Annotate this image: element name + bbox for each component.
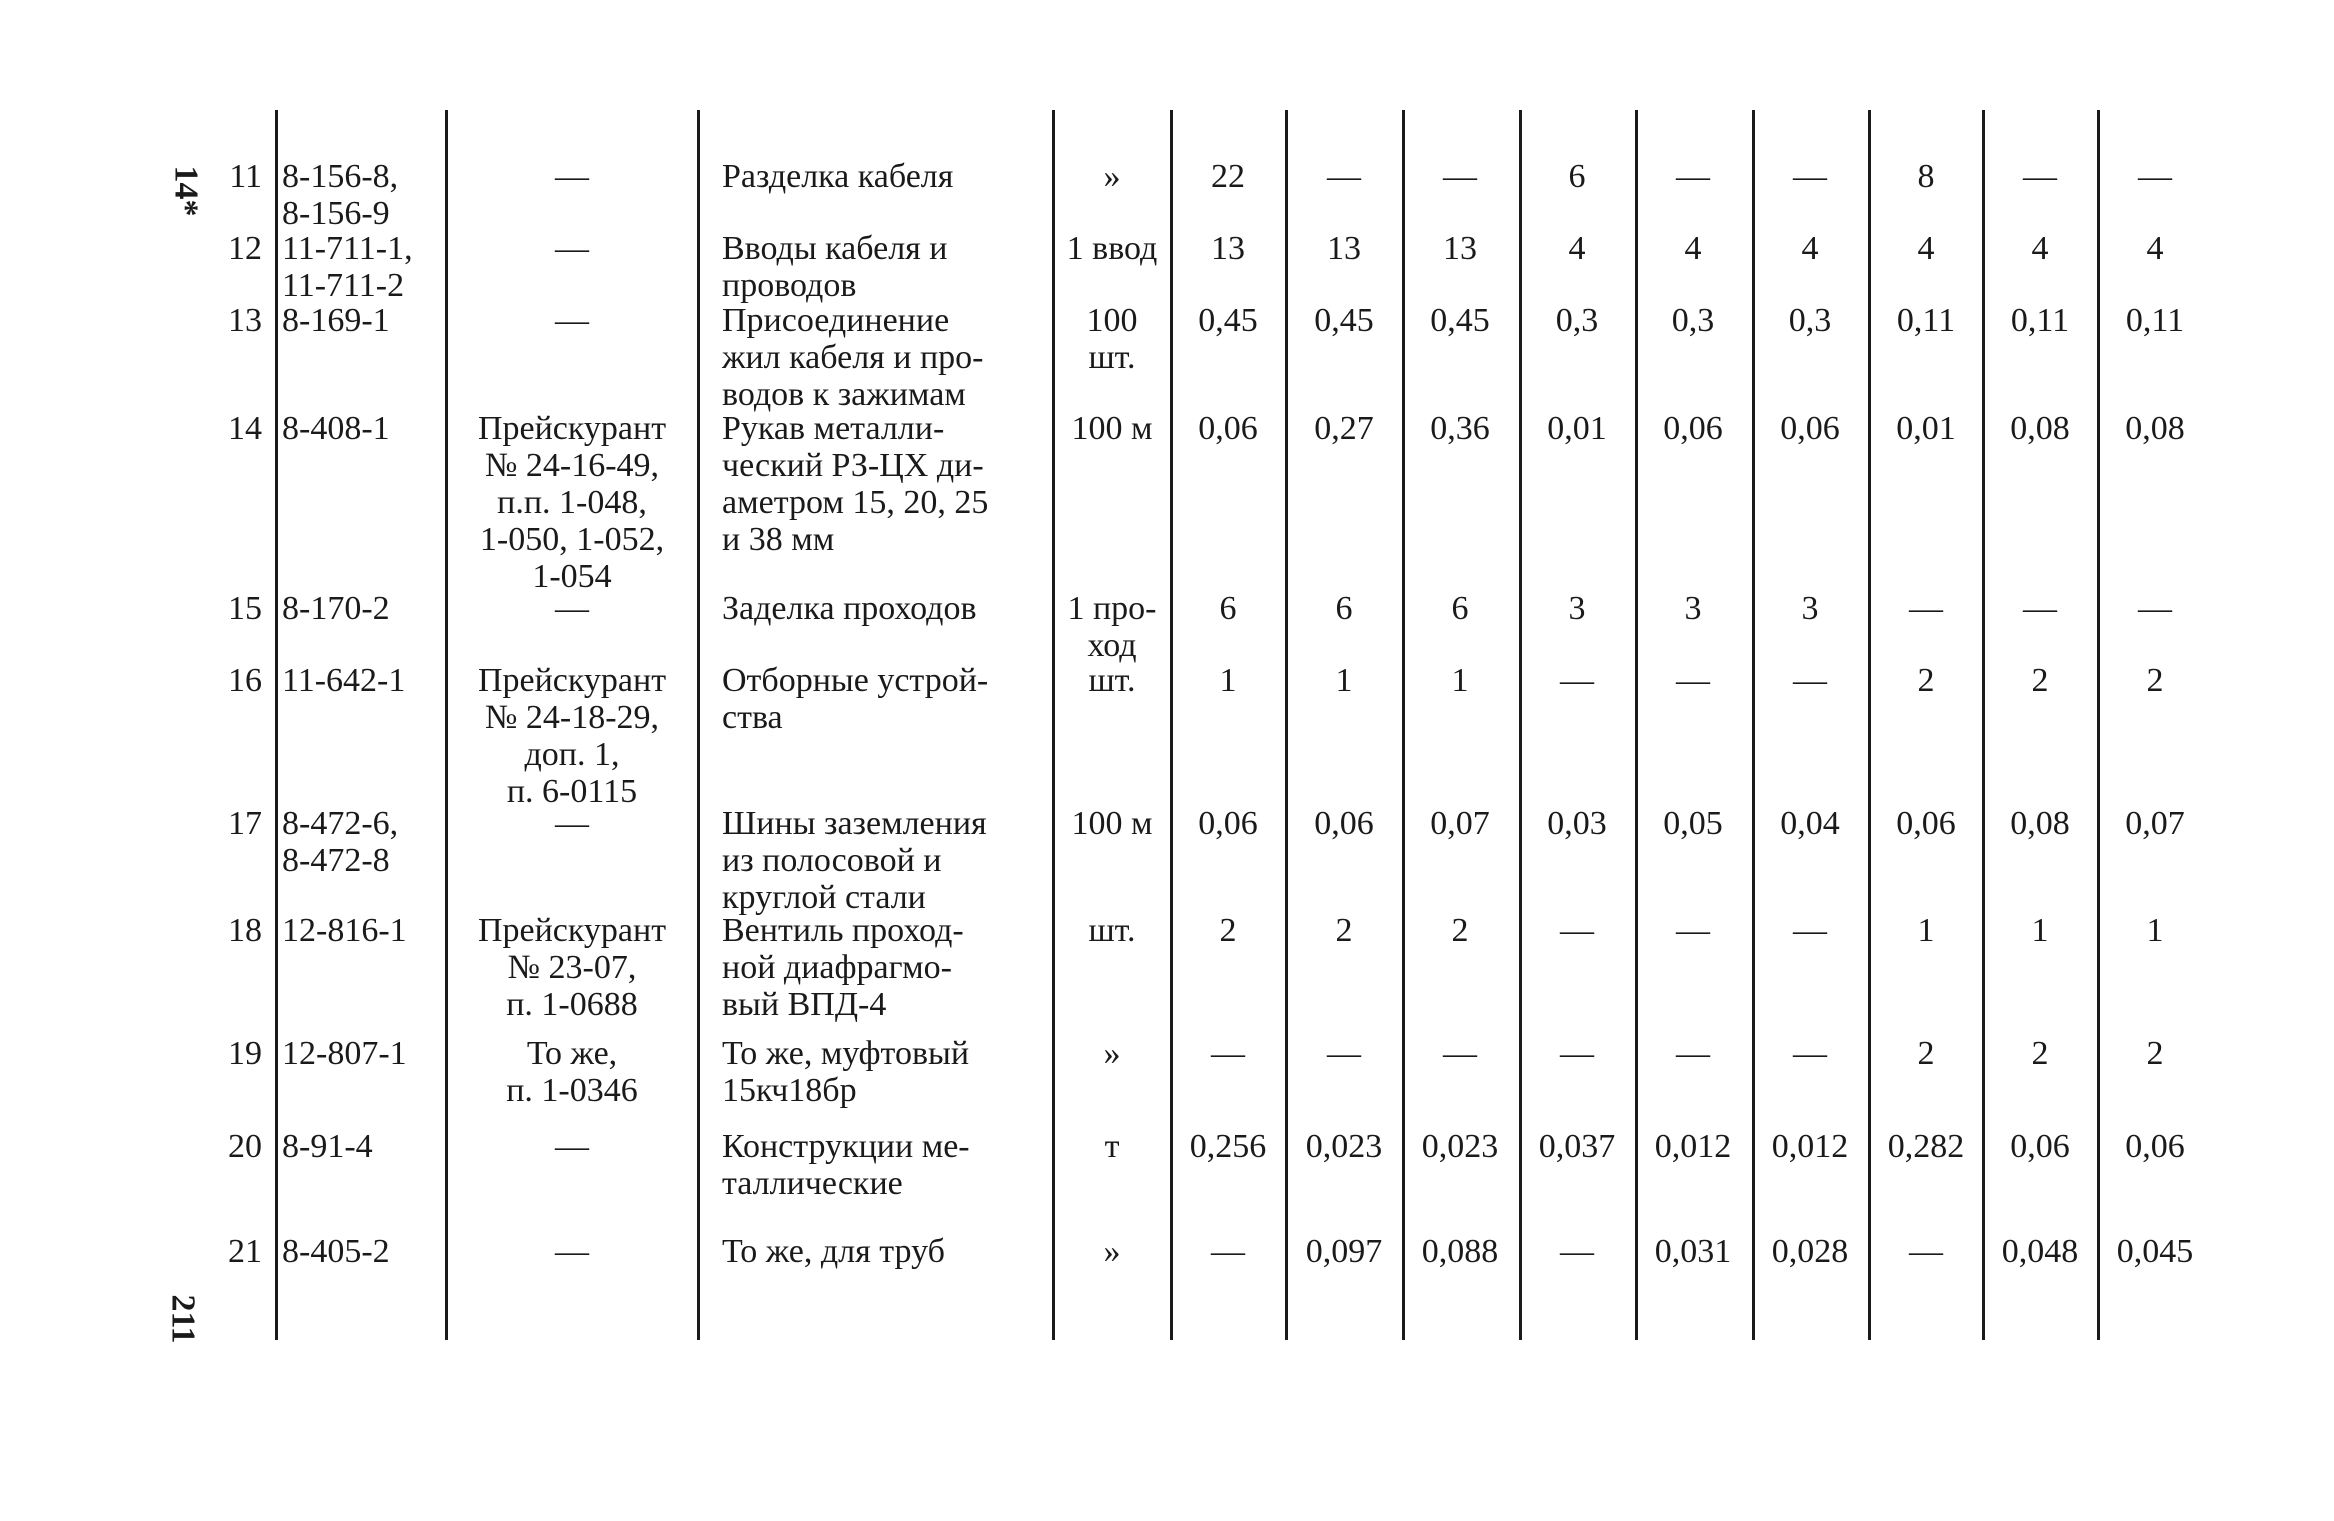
unit-of-measure [1056,410,1168,447]
norm-code-line: 11-642-1 [282,662,406,699]
quantity-cell: 0,08 [2125,410,2185,447]
row-number: 19 [228,1035,262,1072]
unit-of-measure-line: шт. [1088,912,1136,949]
quantity-cell: 0,03 [1547,805,1607,842]
quantity-cell: 0,06 [2010,1128,2070,1165]
norm-code [282,230,442,304]
norm-code-line: 8-91-4 [282,1128,373,1165]
price-list-ref [452,912,692,1023]
work-description-line: Отборные устрой- [722,662,989,699]
quantity-cell: — [1327,158,1361,195]
quantity-cell: 0,256 [1189,1128,1267,1165]
quantity-cell: 6 [1568,158,1586,195]
unit-of-measure-line: » [1103,1035,1121,1072]
quantity-cell: 0,01 [1896,410,1956,447]
work-description-line: аметром 15, 20, 25 [722,484,989,521]
price-list-ref-line: Прейскурант [477,912,667,949]
quantity-cell: — [1793,1035,1827,1072]
quantity-cell: 0,097 [1305,1233,1383,1270]
norm-code [282,912,442,949]
unit-of-measure [1056,1233,1168,1270]
unit-of-measure-line: ход [1087,627,1137,664]
norm-code [282,662,442,699]
work-description [722,662,1040,736]
quantity-cell: — [1793,912,1827,949]
quantity-cell: — [2138,158,2172,195]
work-description-line: Конструкции ме- [722,1128,970,1165]
quantity-cell: — [1909,1233,1943,1270]
row-number: 11 [229,158,262,195]
quantity-cell: 13 [1327,230,1361,267]
quantity-cell: 0,06 [1896,805,1956,842]
page-side-label-top: 14* [167,165,205,217]
price-list-ref-line: № 23-07, [507,949,637,986]
quantity-cell: 2 [2031,662,2049,699]
work-description [722,410,1040,558]
quantity-cell: 0,08 [2010,805,2070,842]
quantity-cell: — [1443,1035,1477,1072]
price-list-ref-line: № 24-18-29, [484,699,660,736]
quantity-cell: 0,045 [2116,1233,2194,1270]
quantity-cell: 0,088 [1421,1233,1499,1270]
norm-code-line: 8-169-1 [282,302,390,339]
quantity-cell: 0,05 [1663,805,1723,842]
unit-of-measure-line: 100 м [1071,805,1153,842]
quantity-cell: 4 [2031,230,2049,267]
norm-code-line: 8-472-8 [282,842,390,879]
work-description [722,302,1040,413]
work-description-line: проводов [722,267,857,304]
price-list-ref-line: — [555,230,589,267]
quantity-cell: 0,012 [1771,1128,1849,1165]
unit-of-measure-line: шт. [1088,662,1136,699]
price-list-ref-line: п. 1-0346 [506,1072,638,1109]
price-list-ref [452,1128,692,1165]
quantity-cell: — [2023,158,2057,195]
row-number: 17 [228,805,262,842]
quantity-cell: — [2138,590,2172,627]
norm-code [282,1035,442,1072]
work-description-line: Рукав металли- [722,410,945,447]
quantity-cell: 2 [2146,662,2164,699]
price-list-ref-line: — [555,1128,589,1165]
quantity-cell: 0,06 [1663,410,1723,447]
price-list-ref [452,590,692,627]
price-list-ref-line: доп. 1, [524,736,620,773]
price-list-ref [452,410,692,595]
price-list-ref-line: — [555,590,589,627]
price-list-ref [452,1233,692,1270]
table-column-rule [275,110,278,1340]
price-list-ref-line: Прейскурант [477,410,667,447]
quantity-cell: 2 [2146,1035,2164,1072]
quantity-cell: 2 [1219,912,1237,949]
work-description-line: ства [722,699,783,736]
quantity-cell: 0,01 [1547,410,1607,447]
price-list-ref [452,805,692,842]
quantity-cell: 0,08 [2010,410,2070,447]
row-number: 14 [228,410,262,447]
norm-code [282,158,442,232]
quantity-cell: — [1676,1035,1710,1072]
price-list-ref-line: п. 6-0115 [506,773,638,810]
row-number: 16 [228,662,262,699]
work-description-line: Вводы кабеля и [722,230,948,267]
quantity-cell: 13 [1443,230,1477,267]
work-description-line: То же, муфтовый [722,1035,970,1072]
page-number: 211 [164,1294,202,1344]
quantity-cell: 0,06 [1780,410,1840,447]
quantity-cell: 1 [1917,912,1935,949]
unit-of-measure-line: 1 про- [1067,590,1157,627]
work-description [722,590,1040,627]
quantity-cell: 13 [1211,230,1245,267]
work-description-line: То же, для труб [722,1233,945,1270]
price-list-ref [452,158,692,195]
norm-code-line: 8-156-8, [282,158,399,195]
norm-code [282,302,442,339]
quantity-cell: — [1793,662,1827,699]
unit-of-measure-line: т [1104,1128,1120,1165]
unit-of-measure [1056,1035,1168,1072]
price-list-ref-line: — [555,1233,589,1270]
quantity-cell: 3 [1684,590,1702,627]
quantity-cell: — [1560,1233,1594,1270]
unit-of-measure [1056,590,1168,664]
quantity-cell: — [1211,1035,1245,1072]
unit-of-measure-line: 1 ввод [1066,230,1158,267]
work-description [722,1035,1040,1109]
quantity-cell: 0,06 [2125,1128,2185,1165]
quantity-cell: 2 [1917,662,1935,699]
quantity-cell: 0,031 [1654,1233,1732,1270]
price-list-ref [452,662,692,810]
norm-code-line: 8-170-2 [282,590,390,627]
quantity-cell: 3 [1801,590,1819,627]
quantity-cell: 2 [1335,912,1353,949]
unit-of-measure [1056,302,1168,376]
unit-of-measure [1056,805,1168,842]
price-list-ref-line: № 24-16-49, [484,447,660,484]
work-description [722,912,1040,1023]
norm-code [282,805,442,879]
price-list-ref [452,1035,692,1109]
work-description-line: ной диафрагмо- [722,949,952,986]
quantity-cell: 6 [1219,590,1237,627]
quantity-cell: 0,45 [1430,302,1490,339]
quantity-cell: 4 [2146,230,2164,267]
quantity-cell: 0,3 [1788,302,1832,339]
quantity-cell: 0,11 [2010,302,2070,339]
price-list-ref-line: — [555,805,589,842]
quantity-cell: 0,36 [1430,410,1490,447]
quantity-cell: 0,04 [1780,805,1840,842]
quantity-cell: 1 [1451,662,1469,699]
quantity-cell: 0,3 [1671,302,1715,339]
norm-code-line: 8-408-1 [282,410,390,447]
quantity-cell: — [1560,1035,1594,1072]
work-description-line: водов к зажимам [722,376,966,413]
work-description-line: Присоединение [722,302,950,339]
quantity-cell: 8 [1917,158,1935,195]
price-list-ref-line: — [555,158,589,195]
row-number: 12 [228,230,262,267]
price-list-ref [452,302,692,339]
quantity-cell: 22 [1211,158,1245,195]
quantity-cell: — [1676,662,1710,699]
work-description-line: из полосовой и [722,842,942,879]
unit-of-measure [1056,662,1168,699]
quantity-cell: 1 [2031,912,2049,949]
unit-of-measure-line: » [1103,1233,1121,1270]
work-description-line: жил кабеля и про- [722,339,984,376]
quantity-cell: 0,06 [1198,410,1258,447]
row-number: 15 [228,590,262,627]
quantity-cell: 4 [1801,230,1819,267]
work-description-line: Шины заземления [722,805,987,842]
quantity-cell: 0,3 [1555,302,1599,339]
quantity-cell: 4 [1684,230,1702,267]
quantity-cell: 0,06 [1314,805,1374,842]
norm-code-line: 8-405-2 [282,1233,390,1270]
norm-code [282,590,442,627]
price-list-ref-line: 1-054 [532,558,612,595]
row-number: 13 [228,302,262,339]
quantity-cell: 0,27 [1314,410,1374,447]
work-description [722,230,1040,304]
quantity-cell: 0,037 [1538,1128,1616,1165]
unit-of-measure-line: 100 [1086,302,1138,339]
quantity-cell: — [1676,912,1710,949]
quantity-cell: 4 [1917,230,1935,267]
quantity-cell: 0,45 [1314,302,1374,339]
work-description [722,805,1040,916]
work-description-line: Заделка проходов [722,590,977,627]
quantity-cell: — [1560,912,1594,949]
price-list-ref [452,230,692,267]
quantity-cell: 1 [1335,662,1353,699]
norm-code-line: 12-807-1 [282,1035,407,1072]
quantity-cell: 1 [1219,662,1237,699]
unit-of-measure [1056,1128,1168,1165]
norm-code [282,410,442,447]
quantity-cell: 0,11 [1896,302,1956,339]
norm-code-line: 11-711-1, [282,230,413,267]
quantity-cell: — [2023,590,2057,627]
unit-of-measure [1056,158,1168,195]
work-description [722,158,1040,195]
quantity-cell: 6 [1335,590,1353,627]
norm-code-line: 8-156-9 [282,195,390,232]
quantity-cell: 0,023 [1305,1128,1383,1165]
quantity-cell: — [1443,158,1477,195]
norm-code-line: 11-711-2 [282,267,405,304]
table-column-rule [1052,110,1055,1340]
quantity-cell: 2 [1451,912,1469,949]
quantity-cell: 0,023 [1421,1128,1499,1165]
price-list-ref-line: — [555,302,589,339]
work-description [722,1233,1040,1270]
quantity-cell: 6 [1451,590,1469,627]
quantity-cell: — [1676,158,1710,195]
price-list-ref-line: То же, [526,1035,618,1072]
row-number: 18 [228,912,262,949]
quantity-cell: 2 [1917,1035,1935,1072]
quantity-cell: 0,028 [1771,1233,1849,1270]
quantity-cell: 0,45 [1198,302,1258,339]
unit-of-measure-line: 100 м [1071,410,1153,447]
norm-code [282,1128,442,1165]
row-number: 21 [228,1233,262,1270]
quantity-cell: 3 [1568,590,1586,627]
work-description-line: Разделка кабеля [722,158,954,195]
work-description-line: круглой стали [722,879,926,916]
quantity-cell: — [1560,662,1594,699]
norm-code [282,1233,442,1270]
price-list-ref-line: 1-050, 1-052, [479,521,665,558]
quantity-cell: — [1793,158,1827,195]
work-description-line: ческий РЗ-ЦХ ди- [722,447,984,484]
work-description-line: и 38 мм [722,521,835,558]
quantity-cell: 0,012 [1654,1128,1732,1165]
price-list-ref-line: п.п. 1-048, [497,484,647,521]
quantity-cell: 2 [2031,1035,2049,1072]
work-description-line: таллические [722,1165,903,1202]
quantity-cell: — [1211,1233,1245,1270]
quantity-cell: — [1327,1035,1361,1072]
work-description [722,1128,1040,1202]
unit-of-measure [1056,230,1168,267]
quantity-cell: 4 [1568,230,1586,267]
table-column-rule [445,110,448,1340]
quantity-cell: 0,06 [1198,805,1258,842]
work-description-line: 15кч18бр [722,1072,857,1109]
unit-of-measure-line: шт. [1088,339,1136,376]
table-column-rule [697,110,700,1340]
unit-of-measure-line: » [1103,158,1121,195]
quantity-cell: 1 [2146,912,2164,949]
quantity-cell: — [1909,590,1943,627]
quantity-cell: 0,07 [1430,805,1490,842]
work-description-line: Вентиль проход- [722,912,964,949]
unit-of-measure [1056,912,1168,949]
quantity-cell: 0,282 [1887,1128,1965,1165]
norm-code-line: 12-816-1 [282,912,407,949]
work-description-line: вый ВПД-4 [722,986,887,1023]
row-number: 20 [228,1128,262,1165]
quantity-cell: 0,048 [2001,1233,2079,1270]
quantity-cell: 0,07 [2125,805,2185,842]
norm-code-line: 8-472-6, [282,805,399,842]
price-list-ref-line: п. 1-0688 [506,986,638,1023]
quantity-cell: 0,11 [2125,302,2185,339]
price-list-ref-line: Прейскурант [477,662,667,699]
